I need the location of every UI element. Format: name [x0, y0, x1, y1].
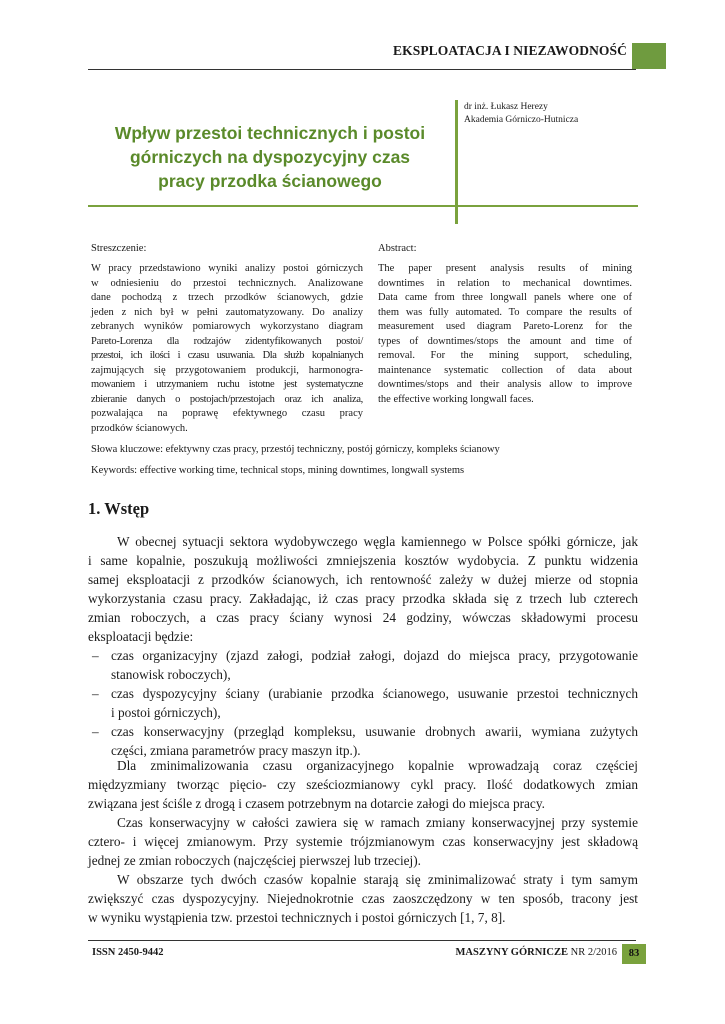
paragraph-line: Dla zminimalizowania czasu organizacyjnego kopalnie wprowadzają coraz częściej — [117, 758, 638, 773]
title-line: górniczych na dyspozycyjny czas — [129, 147, 411, 167]
list-item-line: stanowisk roboczych), — [111, 667, 231, 682]
header-accent-box — [632, 43, 666, 69]
paragraph-line: cztero- i więcej zmianowym. Przy systemie trójzmianowym czas konserwacyjny jest składową — [88, 834, 638, 849]
bullet-list — [92, 646, 638, 760]
paragraph-line: W obecnej sytuacji sektora wydobywczego węgla kamiennego w Polsce spółki górnicze, jak — [117, 534, 638, 549]
abstract-pl-text — [91, 262, 363, 436]
title-line: pracy przodka ścianowego — [158, 171, 382, 191]
list-item-line: czas organizacyjny (zjazd załogi, podział załogi, dojazd do miejsca pracy, przygotowanie — [111, 648, 638, 663]
abstract-en-line: The paper present analysis results of mining — [378, 263, 632, 274]
abstract-pl-line: W pracy przedstawiono wyniki analizy postoi górniczych — [91, 263, 363, 274]
dash-bullet-icon: – — [92, 648, 99, 663]
paragraph-line: zmian roboczych, a czas pracy ściany wynosi 24 godziny, wówczas składowymi procesu — [88, 610, 638, 625]
keywords-polish: Słowa kluczowe: efektywny czas pracy, przestój techniczny, postój górniczy, kompleks ścianowy — [91, 444, 500, 455]
paragraph-line: związana jest ściśle z drogą i czasem potrzebnym na dotarcie załogi do miejsca pracy. — [88, 796, 545, 811]
abstract-pl-line: przodków ścianowych. — [91, 422, 188, 434]
paragraph-shifts — [88, 756, 638, 813]
section-heading: 1. Wstęp — [88, 499, 150, 518]
author-block — [464, 101, 578, 127]
paragraph-line: jednej ze zmian roboczych (najczęściej pierwszej lub trzeciej). — [88, 853, 421, 868]
abstract-en-line: removal. For the mining support, scheduling, — [378, 350, 632, 361]
footer-issn: ISSN 2450-9442 — [92, 947, 164, 958]
footer-rule — [88, 940, 636, 941]
paragraph-line: zwiększyć czas dyspozycyjny. Niejednokrotnie czas zaoszczędzony w ten sposób, tracony jest — [88, 891, 638, 906]
paragraph-line: i same kopalnie, poszukują możliwości zmniejszenia kosztów wydobycia. Z punktu widzenia — [88, 553, 638, 568]
abstract-en-line: them was fully automated. To compare the results of — [378, 306, 632, 318]
abstract-en-label: Abstract: — [378, 243, 417, 254]
paragraph-line: międzyzmiany tworząc pięcio- czy sześciozmianowy cykl pracy. Ilość dodatkowych zmian — [88, 777, 638, 792]
list-item-line: czas dyspozycyjny ściany (urabianie przodka ścianowego, usuwanie przestoi technicznych — [111, 686, 638, 701]
abstract-pl-line: w odniesieniu do przestoi technicznych. Analizowane — [91, 277, 363, 289]
footer-magazine-name: MASZYNY GÓRNICZE — [455, 947, 568, 958]
author-affiliation: Akademia Górniczo-Hutnicza — [464, 115, 579, 125]
list-item — [92, 646, 638, 684]
abstract-pl-line: zebranych wyników pomiarowych wykorzystano diagram — [91, 321, 363, 332]
paragraph-line: w wyniku wystąpienia tzw. przestoi technicznych i postoi górniczych [1, 7, 8]. — [88, 910, 506, 925]
paragraph-line: W obszarze tych dwóch czasów kopalnie starają się zminimalizować straty i tym samym — [117, 872, 638, 887]
paragraph-line: eksploatacji będzie: — [88, 629, 194, 644]
abstract-pl-line: mowaniem i utrzymaniem ruchu istotne jest systematyczne — [91, 379, 363, 390]
abstract-en-line: downtimes in relation to mechanical downtimes. — [378, 277, 632, 289]
paragraph-downtime — [88, 870, 638, 927]
paragraph-line: Czas konserwacyjny w całości zawiera się w ramach zmiany konserwacyjnej przy systemie — [117, 815, 638, 830]
paragraph-intro — [88, 532, 638, 646]
abstract-en-line: types of downtimes/stops the amount and time of — [378, 335, 632, 347]
list-item — [92, 684, 638, 722]
abstract-en-text — [378, 262, 632, 407]
abstract-pl-line: pozwalająca na poprawę efektywnego czasu pracy — [91, 408, 363, 419]
keywords-english: Keywords: effective working time, technical stops, mining downtimes, longwall systems — [91, 465, 465, 476]
footer-magazine — [455, 947, 617, 958]
abstract-pl-line: zajmujących się przygotowaniem produkcji, harmonogra- — [91, 364, 363, 376]
abstract-pl-line: zbieranie danych o postojach/przestojach oraz ich analiza, — [91, 393, 363, 405]
paragraph-line: wykorzystania czasu pracy. Zakładając, iż czas pracy przodka składa się z trzech lub czterech — [88, 591, 638, 606]
abstract-pl-line: Pareto-Lorenza dla rodzajów zidentyfikowanych postoi/ — [91, 335, 363, 347]
title-divider-horizontal — [88, 205, 638, 207]
abstract-en-line: Data came from three longwall panels where one of — [378, 292, 632, 303]
list-item-line: części, zmiana parametrów pracy maszyn itp.). — [111, 743, 361, 758]
article-title — [88, 121, 452, 193]
page-number: 83 — [622, 944, 646, 964]
abstract-pl-line: jeden z nich był w pełni zautomatyzowany. Do analizy — [91, 306, 363, 318]
journal-section-header: EKSPLOATACJA I NIEZAWODNOŚĆ — [393, 43, 627, 58]
paragraph-maintenance — [88, 813, 638, 870]
abstract-en-line: the effective working longwall faces. — [378, 393, 534, 405]
dash-bullet-icon: – — [92, 724, 99, 739]
dash-bullet-icon: – — [92, 686, 99, 701]
list-item-line: czas konserwacyjny (przegląd kompleksu, usuwanie drobnych awarii, wymiana zużytych — [111, 724, 638, 739]
paragraph-line: samej eksploatacji z przodków ścianowych, ich rentowność zależy w dużej mierze od stopnia — [88, 572, 638, 587]
footer-issue: NR 2/2016 — [570, 947, 617, 958]
abstract-en-line: measurement used diagram Pareto-Lorenz for the — [378, 321, 632, 332]
list-item-line: i postoi górniczych), — [111, 705, 221, 720]
author-name: dr inż. Łukasz Herezy — [464, 102, 548, 112]
abstract-pl-line: przestoi, ich ilości i czasu usuwania. Dla służb kopalnianych — [91, 350, 363, 361]
abstract-pl-label: Streszczenie: — [91, 243, 147, 254]
list-item — [92, 722, 638, 760]
abstract-en-line: maintenance systematic collection of data about — [378, 364, 632, 376]
abstract-pl-line: dane pochodzą z trzech przodków ścianowych, gdzie — [91, 292, 363, 303]
header-rule — [88, 69, 636, 70]
title-line: Wpływ przestoi technicznych i postoi — [114, 123, 426, 143]
abstract-en-line: downtimes/stops and their analysis allow to improve — [378, 379, 632, 390]
